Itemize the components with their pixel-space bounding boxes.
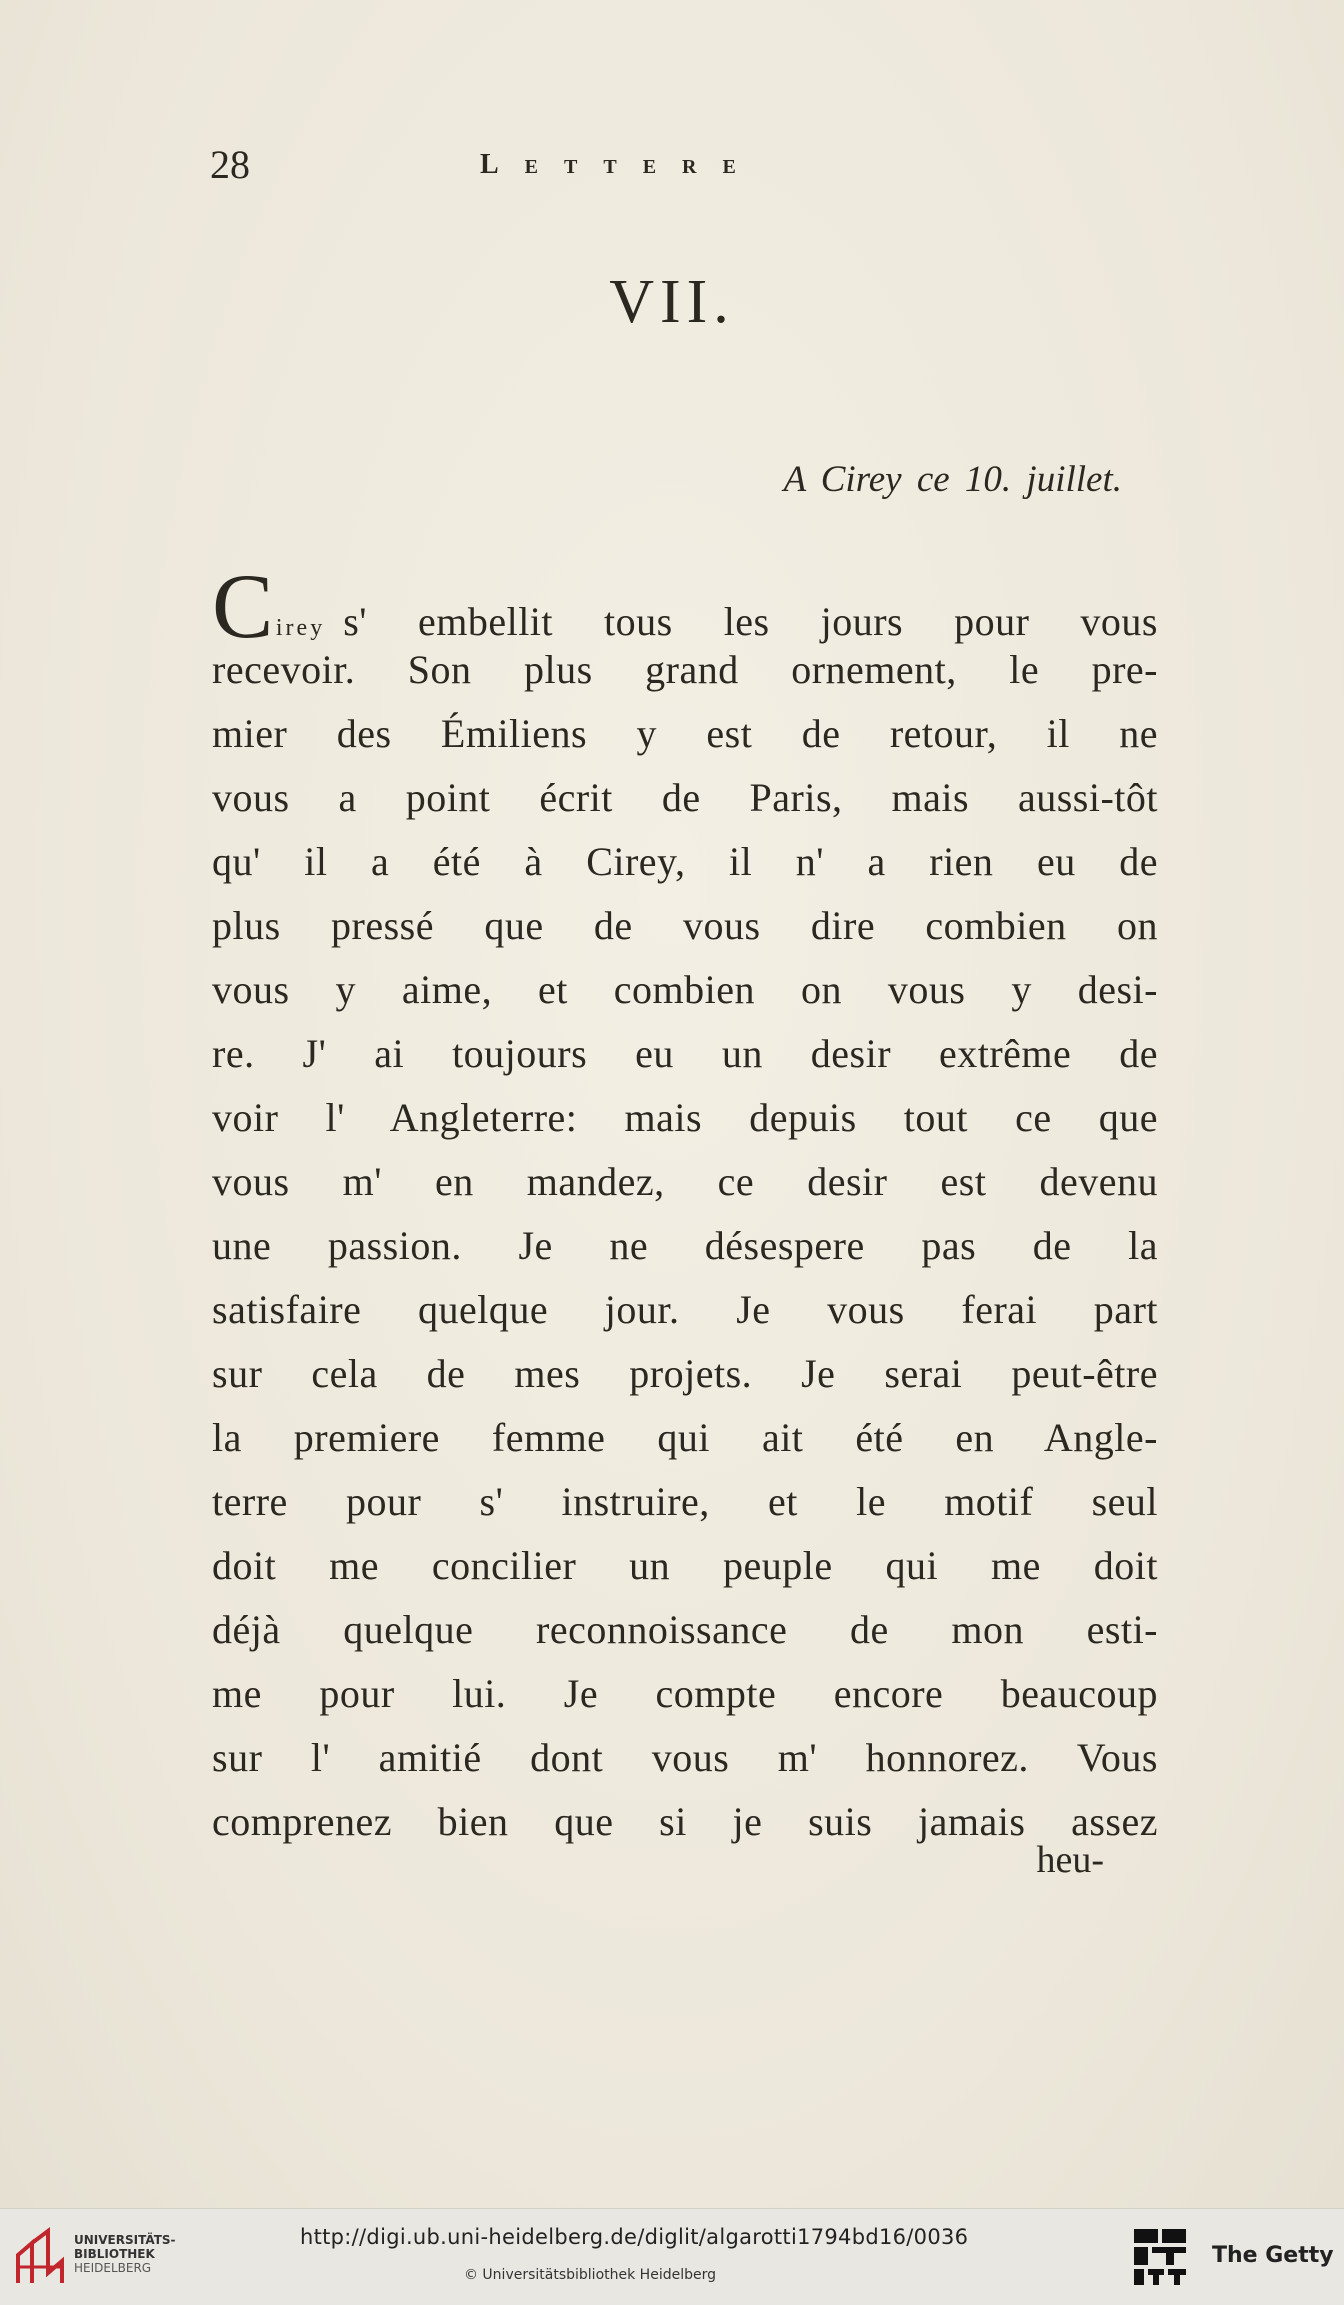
- text-line-1-content: s' embellit tous les jours pour vous: [343, 599, 1158, 644]
- getty-logo-icon[interactable]: [1132, 2227, 1188, 2287]
- text-line: vous m' en mandez, ce desir est devenu: [212, 1159, 1158, 1204]
- text-line: sur cela de mes projets. Je serai peut-être: [212, 1351, 1158, 1396]
- text-line: sur l' amitié dont vous m' honnorez. Vous: [212, 1735, 1158, 1780]
- first-word-small-caps: irey: [275, 615, 326, 641]
- catchword: heu-: [1036, 1839, 1104, 1881]
- running-title: Lettere: [480, 149, 762, 180]
- text-line: satisfaire quelque jour. Je vous ferai part: [212, 1287, 1158, 1332]
- text-line: vous a point écrit de Paris, mais aussi-tôt: [212, 775, 1158, 820]
- text-line: terre pour s' instruire, et le motif seul: [212, 1479, 1158, 1524]
- text-line: me pour lui. Je compte encore beaucoup: [212, 1671, 1158, 1716]
- permalink-url[interactable]: http://digi.ub.uni-heidelberg.de/diglit/algarotti1794bd16/0036: [300, 2225, 969, 2249]
- copyright-notice: © Universitätsbibliothek Heidelberg: [463, 2267, 716, 2283]
- text-line: doit me concilier un peuple qui me doit: [212, 1543, 1158, 1588]
- library-name-line2: BIBLIOTHEK: [74, 2247, 155, 2261]
- text-line: voir l' Angleterre: mais depuis tout ce que: [212, 1095, 1158, 1140]
- text-line: plus pressé que de vous dire combien on: [212, 903, 1158, 948]
- text-line: vous y aime, et combien on vous y desi-: [212, 967, 1158, 1012]
- drop-cap: C: [212, 555, 274, 657]
- page-number: 28: [210, 142, 250, 187]
- letter-number: VII.: [609, 268, 735, 336]
- library-name-line3: HEIDELBERG: [74, 2261, 152, 2275]
- text-line: re. J' ai toujours eu un desir extrême de: [212, 1031, 1158, 1076]
- ub-heidelberg-logo[interactable]: [12, 2227, 182, 2287]
- text-line: déjà quelque reconnoissance de mon esti-: [212, 1607, 1158, 1652]
- letter-body: [212, 555, 1158, 1854]
- text-line: recevoir. Son plus grand ornement, le pre-: [212, 647, 1158, 692]
- library-name-line1: UNIVERSITÄTS-: [74, 2233, 176, 2247]
- ub-heidelberg-logo-icon: [12, 2227, 70, 2287]
- dateline: A Cirey ce 10. juillet.: [783, 459, 1122, 500]
- running-head: [210, 135, 910, 195]
- text-line: mier des Émiliens y est de retour, il ne: [212, 711, 1158, 756]
- text-line-1: [212, 555, 1158, 657]
- text-line: comprenez bien que si je suis jamais assez: [212, 1799, 1158, 1844]
- text-line: qu' il a été à Cirey, il n' a rien eu de: [212, 839, 1158, 884]
- viewer-footer: [0, 2208, 1344, 2305]
- sponsor-name: The Getty: [1212, 2243, 1334, 2268]
- text-line: une passion. Je ne désespere pas de la: [212, 1223, 1158, 1268]
- text-line: la premiere femme qui ait été en Angle-: [212, 1415, 1158, 1460]
- ub-heidelberg-logo-text: [74, 2233, 184, 2275]
